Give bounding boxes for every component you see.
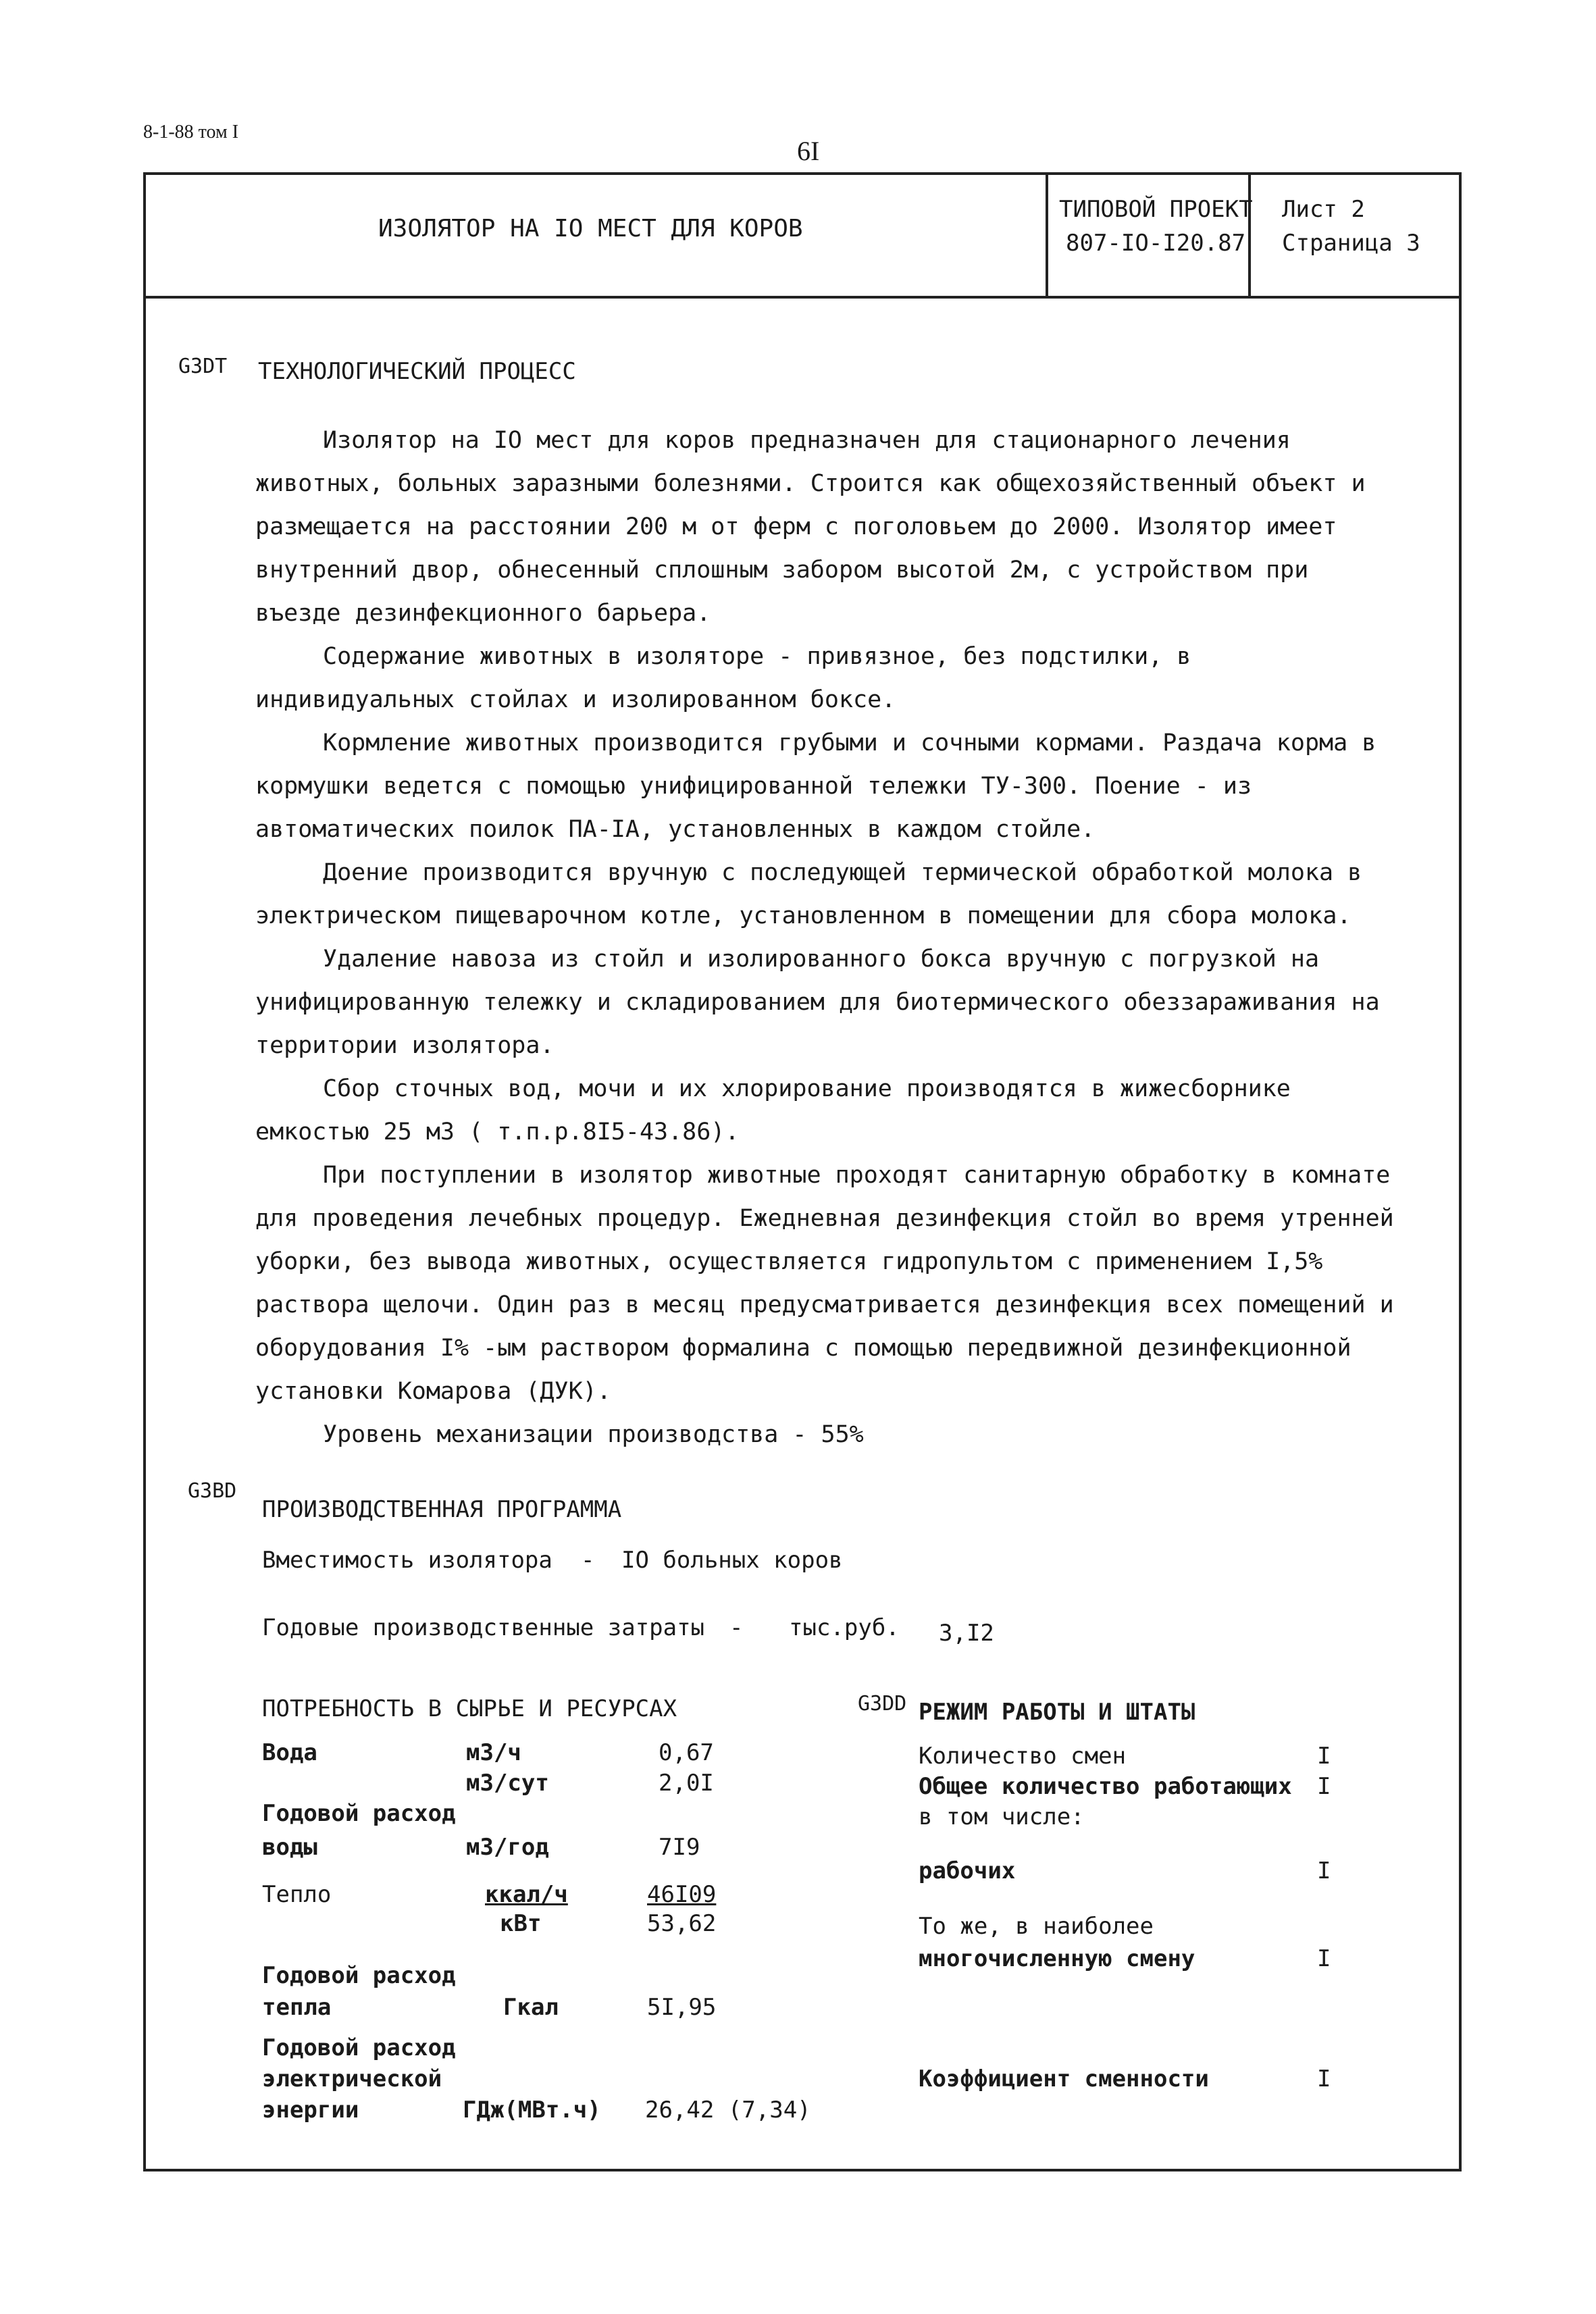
annual-water-label-2: воды [262,1834,317,1861]
paragraph: Сбор сточных вод, мочи и их хлорирование производятся в жижесборнике емкостью 25 м3 ( т.п.р.8I5-43.86). [255,1075,1291,1146]
staff-section-title: РЕЖИМ РАБОТЫ И ШТАТЫ [919,1699,1195,1726]
program-section-code: G3BD [188,1479,237,1503]
page-number: 6I [797,136,820,166]
heat-unit-1: ккал/ч [485,1881,568,1908]
water-value-1: 0,67 [659,1739,714,1766]
paragraph: Изолятор на IO мест для коров предназначен для стационарного лечения животных, больных заразными болезнями. Строится как общехозяйственный объект и размещается на расстоянии 200 м от ферм с поголовьем до 2000. Изолятор имеет внутренний двор, обнесенный сплошным забором высотой 2м, с устройством при въезде дезинфекционного барьера. [255,427,1366,627]
project-label: ТИПОВОЙ ПРОЕКТ [1059,196,1253,223]
capacity-value: IO больных коров [621,1547,843,1574]
costs-dash: - [729,1614,744,1641]
annual-elec-label-1: Годовой расход [262,2034,456,2061]
paragraph: Кормление животных производится грубыми и сочными кормами. Раздача корма в кормушки ведется с помощью унифицированной тележки ТУ-300. Поение - из автоматических поилок ПА-IA, установленных в каждом стойле. [255,729,1376,843]
annual-water-label-1: Годовой расход [262,1800,456,1827]
shifts-value: I [1317,1743,1331,1770]
workers-value: I [1317,1857,1331,1884]
header-divider [143,296,1462,299]
heat-unit-2: кВт [500,1910,542,1937]
annual-heat-label-1: Годовой расход [262,1962,456,1989]
paragraph: Удаление навоза из стойл и изолированного бокса вручную с погрузкой на унифицированную тележку и складированием для биотермического обеззараживания на территории изолятора. [255,946,1380,1059]
workers-label: рабочих [919,1857,1016,1884]
annual-heat-value: 5I,95 [647,1994,717,2021]
paragraph: Содержание животных в изоляторе - привязное, без подстилки, в индивидуальных стойлах и изолированном боксе. [255,643,1191,713]
heat-value-2: 53,62 [647,1910,717,1937]
capacity-dash: - [581,1547,595,1574]
costs-unit: тыс.руб. [789,1614,900,1641]
largest-shift-label-1: То же, в наиболее [919,1913,1154,1940]
largest-shift-label-2: многочисленную смену [919,1945,1195,1972]
program-section-title: ПРОИЗВОДСТВЕННАЯ ПРОГРАММА [262,1496,622,1523]
largest-shift-value: I [1317,1945,1331,1972]
heat-label: Тепло [262,1881,332,1908]
total-staff-label: Общее количество работающих [919,1773,1292,1800]
paragraph: Доение производится вручную с последующей термической обработкой молока в электрическом пищеварочном котле, установленном в помещении для сбора молока. [255,859,1362,929]
costs-label: Годовые производственные затраты [262,1614,705,1641]
shift-coefficient-value: I [1317,2065,1331,2092]
water-unit-2: м3/сут [466,1770,549,1797]
shift-coefficient-label: Коэффициент сменности [919,2065,1209,2092]
paragraph: При поступлении в изолятор животные проходят санитарную обработку в комнате для проведения лечебных процедур. Ежедневная дезинфекция стойл во время утренней уборки, без вывода животных, осуществляется гидропультом с применением I,5% раствора щелочи. Один раз в месяц предусматривается дезинфекция всех помещений и оборудования I% -ым раствором формалина с помощью передвижной дезинфекционной установки Комарова (ДУК). [255,1162,1394,1405]
annual-elec-value: 26,42 (7,34) [645,2097,811,2124]
water-unit-1: м3/ч [466,1739,521,1766]
project-number: 807-IO-I20.87 [1066,230,1246,257]
annual-heat-label-2: тепла [262,1994,332,2021]
total-staff-value: I [1317,1773,1331,1800]
shifts-label: Количество смен [919,1743,1127,1770]
including-label: в том числе: [919,1803,1085,1830]
tech-section-code: G3DT [178,355,228,378]
document-volume-ref: 8-1-88 том I [143,122,239,143]
water-label: Вода [262,1739,317,1766]
annual-elec-unit: ГДж(МВт.ч) [463,2097,601,2124]
capacity-label: Вместимость изолятора [262,1547,552,1574]
header-col-divider-1 [1046,172,1048,297]
annual-water-value: 7I9 [659,1834,700,1861]
resources-title: ПОТРЕБНОСТЬ В СЫРЬЕ И РЕСУРСАХ [262,1695,677,1722]
paragraph: Уровень механизации производства - 55% [323,1421,864,1448]
annual-elec-label-2: электрической [262,2065,442,2092]
tech-body [255,419,1404,1456]
annual-heat-unit: Гкал [503,1994,559,2021]
heat-value-1: 46I09 [647,1881,717,1908]
staff-section-code: G3DD [858,1692,907,1716]
costs-value: 3,I2 [939,1620,994,1647]
water-value-2: 2,0I [659,1770,714,1797]
document-title: ИЗОЛЯТОР НА IO МЕСТ ДЛЯ КОРОВ [378,215,803,242]
tech-section-title: ТЕХНОЛОГИЧЕСКИЙ ПРОЦЕСС [258,358,576,385]
annual-elec-label-3: энергии [262,2097,359,2124]
annual-water-unit: м3/год [466,1834,549,1861]
page-index: Страница 3 [1282,230,1420,257]
sheet-number: Лист 2 [1282,196,1365,223]
header-col-divider-2 [1248,172,1251,297]
